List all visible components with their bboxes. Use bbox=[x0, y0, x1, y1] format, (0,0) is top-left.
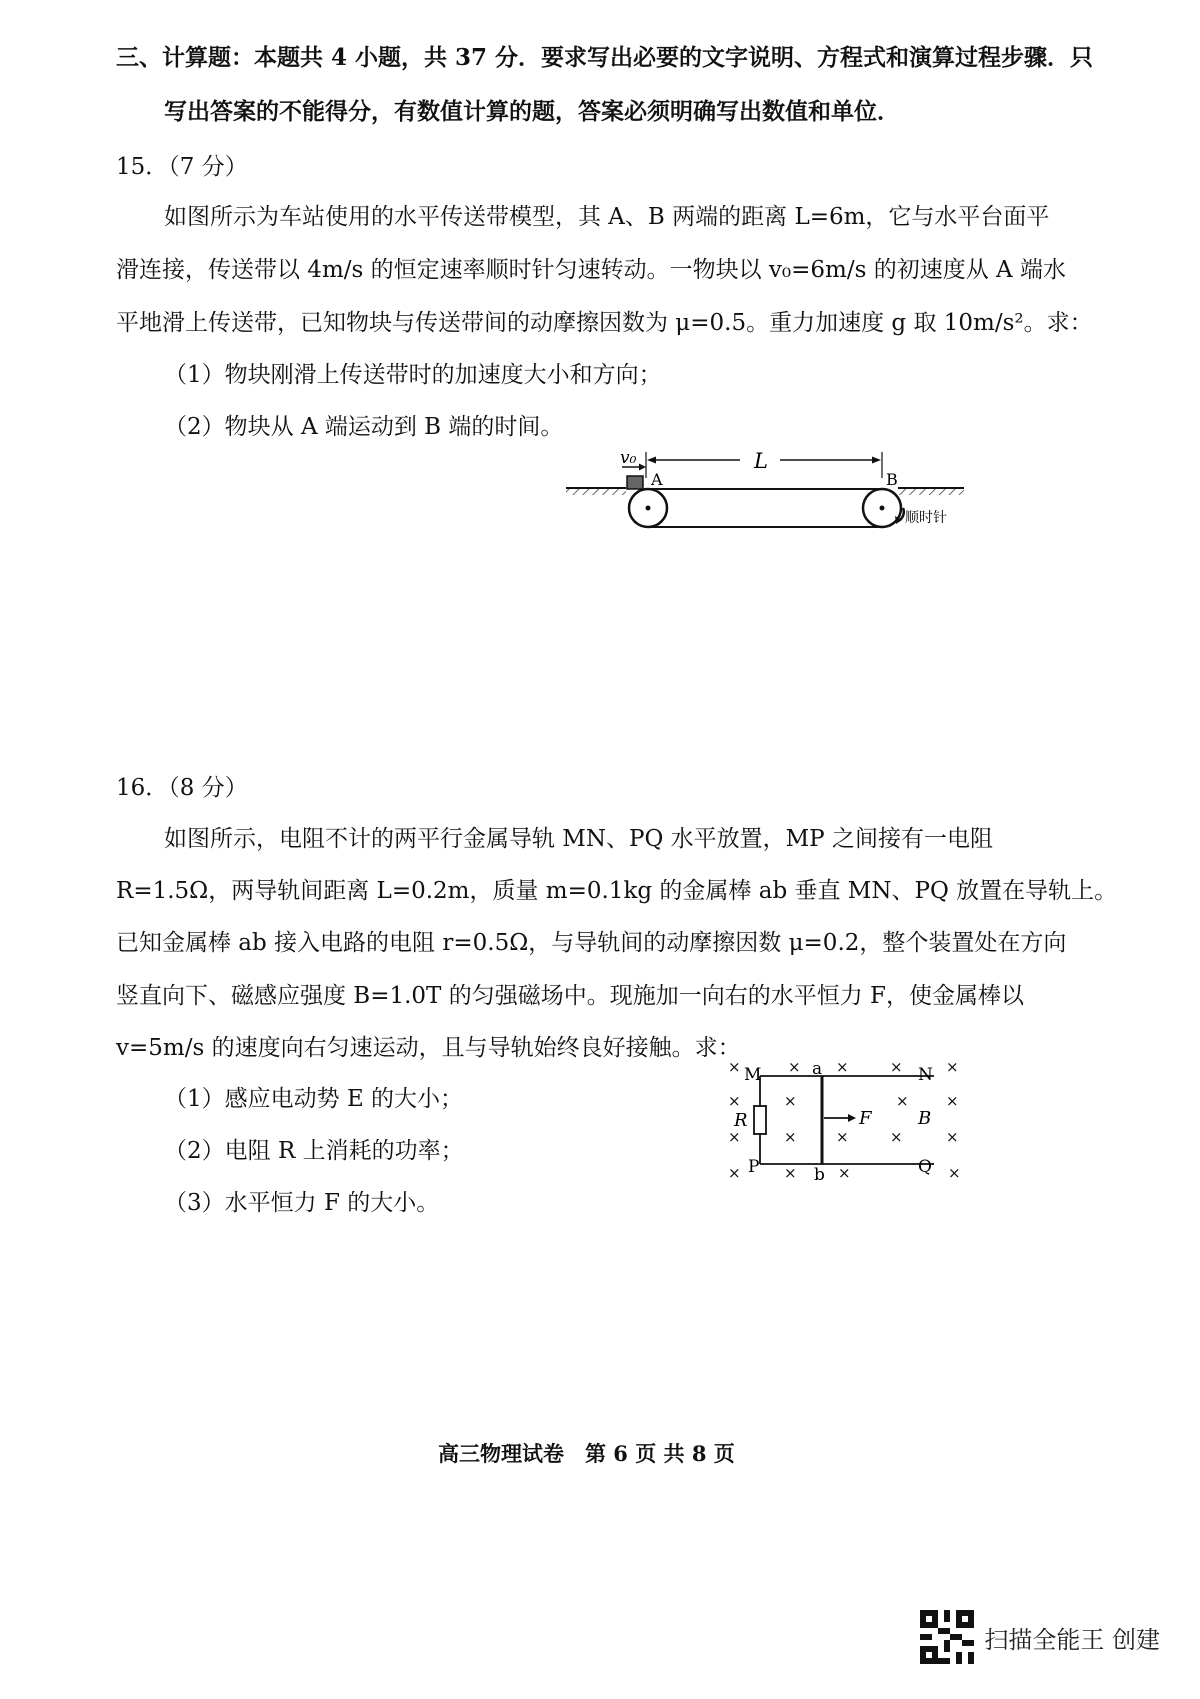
svg-text:×: × bbox=[948, 1164, 961, 1182]
resistor-R bbox=[754, 1106, 766, 1134]
svg-text:×: × bbox=[896, 1092, 909, 1110]
svg-text:×: × bbox=[836, 1128, 849, 1146]
label-clockwise: 顺时针 bbox=[905, 510, 947, 526]
q16-subquestion: （2）电阻 R 上消耗的功率； bbox=[164, 1138, 464, 1164]
label-v0: v₀ bbox=[620, 448, 637, 468]
q15-para-line: 滑连接，传送带以 4m/s 的恒定速率顺时针匀速转动。一物块以 v₀=6m/s 的初速度从 A 端水 bbox=[116, 257, 1066, 283]
watermark-text: 扫描全能王 创建 bbox=[984, 1625, 1160, 1654]
svg-text:×: × bbox=[946, 1128, 959, 1146]
svg-text:×: × bbox=[728, 1092, 741, 1110]
page-footer: 高三物理试卷 第 6 页 共 8 页 bbox=[438, 1441, 735, 1466]
section-header-line1: 三、计算题：本题共 4 小题，共 37 分．要求写出必要的文字说明、方程式和演算过程步骤．只 bbox=[116, 44, 1094, 71]
svg-text:×: × bbox=[784, 1128, 797, 1146]
q16-subquestion: （3）水平恒力 F 的大小。 bbox=[164, 1190, 440, 1216]
svg-text:×: × bbox=[728, 1164, 741, 1182]
svg-text:×: × bbox=[946, 1092, 959, 1110]
q16-number: 16．（8 分） bbox=[116, 775, 248, 801]
q16-para-line: 已知金属棒 ab 接入电路的电阻 r=0.5Ω，与导轨间的动摩擦因数 μ=0.2，整个装置处在方向 bbox=[116, 930, 1067, 956]
q16-para-line: 如图所示，电阻不计的两平行金属导轨 MN、PQ 水平放置，MP 之间接有一电阻 bbox=[164, 826, 993, 852]
q15-subquestion: （1）物块刚滑上传送带时的加速度大小和方向； bbox=[164, 362, 662, 388]
svg-text:×: × bbox=[890, 1128, 903, 1146]
svg-text:×: × bbox=[890, 1058, 903, 1076]
qr-code-icon bbox=[920, 1610, 974, 1664]
ground-hatch-left bbox=[566, 488, 626, 495]
q16-para-line: R=1.5Ω，两导轨间距离 L=0.2m，质量 m=0.1kg 的金属棒 ab 垂直 MN、PQ 放置在导轨上。 bbox=[116, 878, 1118, 904]
magnetic-rail-figure bbox=[722, 1054, 972, 1184]
svg-text:×: × bbox=[838, 1164, 851, 1182]
ground-hatch-right bbox=[898, 488, 964, 495]
label-B: B bbox=[886, 470, 898, 489]
label-L: L bbox=[754, 449, 768, 473]
svg-text:×: × bbox=[836, 1058, 849, 1076]
label-b: b bbox=[814, 1165, 825, 1184]
q15-para-line: 平地滑上传送带，已知物块与传送带间的动摩擦因数为 μ=0.5。重力加速度 g 取 10m/s²。求： bbox=[116, 310, 1093, 336]
q16-subquestion: （1）感应电动势 E 的大小； bbox=[164, 1086, 464, 1112]
label-R: R bbox=[734, 1110, 748, 1131]
q15-subquestion: （2）物块从 A 端运动到 B 端的时间。 bbox=[164, 414, 564, 440]
svg-text:×: × bbox=[784, 1164, 797, 1182]
q16-para-line: 竖直向下、磁感应强度 B=1.0T 的匀强磁场中。现施加一向右的水平恒力 F，使金属棒以 bbox=[116, 983, 1024, 1009]
label-Q: Q bbox=[918, 1157, 932, 1177]
svg-text:×: × bbox=[946, 1058, 959, 1076]
q16-para-line: v=5m/s 的速度向右匀速运动，且与导轨始终良好接触。求： bbox=[116, 1035, 741, 1061]
label-N: N bbox=[918, 1065, 933, 1085]
label-B: B bbox=[918, 1108, 932, 1129]
label-A: A bbox=[651, 470, 663, 489]
svg-text:×: × bbox=[728, 1058, 741, 1076]
svg-text:×: × bbox=[788, 1058, 801, 1076]
section-header-line2: 写出答案的不能得分，有数值计算的题，答案必须明确写出数值和单位． bbox=[164, 98, 900, 125]
block bbox=[627, 476, 643, 489]
label-M: M bbox=[744, 1065, 762, 1085]
q15-number: 15．（7 分） bbox=[116, 154, 248, 180]
svg-text:×: × bbox=[784, 1092, 797, 1110]
conveyor-belt-figure bbox=[560, 438, 980, 548]
label-P: P bbox=[748, 1157, 760, 1177]
scanner-watermark bbox=[920, 1610, 1160, 1664]
svg-text:×: × bbox=[728, 1128, 741, 1146]
q15-para-line: 如图所示为车站使用的水平传送带模型，其 A、B 两端的距离 L=6m，它与水平台面平 bbox=[164, 204, 1050, 230]
label-F: F bbox=[859, 1108, 872, 1129]
label-a: a bbox=[812, 1059, 823, 1079]
